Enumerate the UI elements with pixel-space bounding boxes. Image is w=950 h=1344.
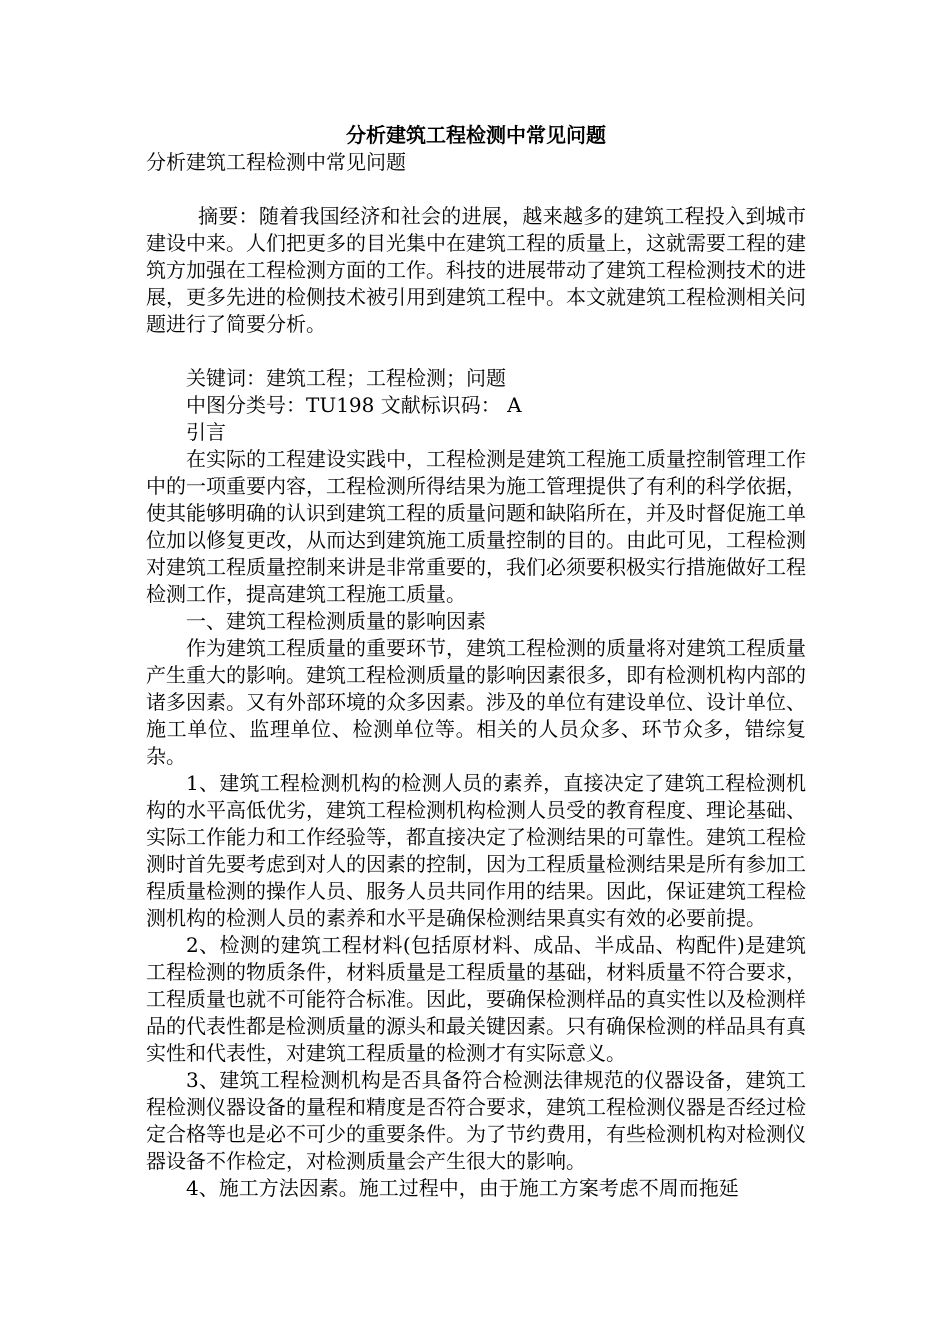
keywords-line: 关键词：建筑工程；工程检测；问题 xyxy=(186,366,506,390)
item3-paragraph: 3、建筑工程检测机构是否具备符合检测法律规范的仪器设备，建筑工程检测仪器设备的量程和精度是否符合要求，建筑工程检测仪器是否经过检定合格等也是必不可少的重要条件。为了节约费用，有些检测机构对检测仪器设备不作检定，对检测质量会产生很大的影响。 xyxy=(146,1068,806,1173)
intro-heading: 引言 xyxy=(186,420,226,444)
section1-paragraph: 作为建筑工程质量的重要环节，建筑工程检测的质量将对建筑工程质量产生重大的影响。建筑工程检测质量的影响因素很多，即有检测机构内部的诸多因素。又有外部环境的众多因素。涉及的单位有建设单位、设计单位、施工单位、监理单位、检测单位等。相关的人员众多、环节众多，错综复杂。 xyxy=(146,636,806,768)
classification-line: 中图分类号：TU198 文献标识码： A xyxy=(186,393,522,417)
item1-paragraph: 1、建筑工程检测机构的检测人员的素养，直接决定了建筑工程检测机构的水平高低优劣，建筑工程检测机构检测人员受的教育程度、理论基础、实际工作能力和工作经验等，都直接决定了检测结果的可靠性。建筑工程检测时首先要考虑到对人的因素的控制，因为工程质量检测结果是所有参加工程质量检测的操作人员、服务人员共同作用的结果。因此，保证建筑工程检测机构的检测人员的素养和水平是确保检测结果真实有效的必要前提。 xyxy=(146,771,806,930)
document-body xyxy=(146,122,806,1202)
abstract-paragraph: 摘要：随着我国经济和社会的进展，越来越多的建筑工程投入到城市建设中来。人们把更多的目光集中在建筑工程的质量上，这就需要工程的建筑方加强在工程检测方面的工作。科技的进展带动了建筑工程检测技术的进展，更多先进的检侧技术被引用到建筑工程中。本文就建筑工程检测相关问题进行了简要分析。 xyxy=(146,204,806,336)
document-subtitle: 分析建筑工程检测中常见问题 xyxy=(146,150,406,174)
document-title: 分析建筑工程检测中常见问题 xyxy=(346,123,606,147)
section1-heading: 一、建筑工程检测质量的影响因素 xyxy=(186,609,486,633)
item2-paragraph: 2、检测的建筑工程材料(包括原材料、成品、半成品、构配件)是建筑工程检测的物质条件，材料质量是工程质量的基础，材料质量不符合要求，工程质量也就不可能符合标准。因此，要确保检测样品的真实性以及检测样品的代表性都是检测质量的源头和最关键因素。只有确保检测的样品具有真实性和代表性，对建筑工程质量的检测才有实际意义。 xyxy=(146,933,806,1065)
intro-paragraph: 在实际的工程建设实践中，工程检测是建筑工程施工质量控制管理工作中的一项重要内容，工程检测所得结果为施工管理提供了有利的科学依据，使其能够明确的认识到建筑工程的质量问题和缺陷所在，并及时督促施工单位加以修复更改，从而达到建筑施工质量控制的目的。由此可见，工程检测对建筑工程质量控制来讲是非常重要的，我们必须要积极实行措施做好工程检测工作，提高建筑工程施工质量。 xyxy=(146,447,806,606)
item4-paragraph: 4、施工方法因素。施工过程中，由于施工方案考虑不周而拖延 xyxy=(186,1176,739,1200)
